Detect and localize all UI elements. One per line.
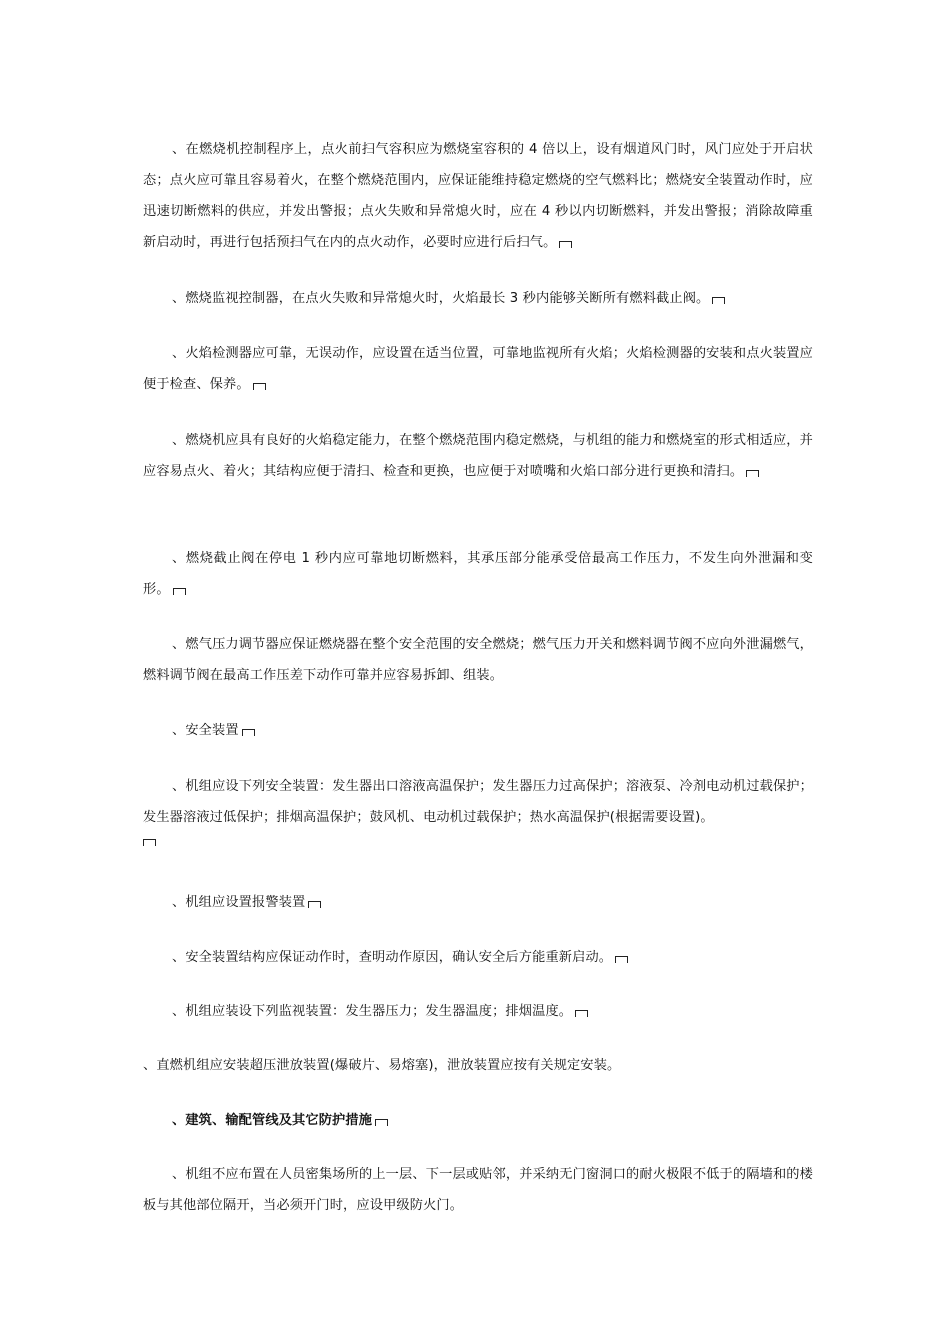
paragraph-end-mark xyxy=(242,729,255,736)
paragraph-end-mark xyxy=(575,1010,588,1017)
paragraph-text: 、火焰检测器应可靠，无误动作，应设置在适当位置，可靠地监视所有火焰；火焰检测器的安装和点火装置应便于检查、保养。 xyxy=(143,346,813,392)
paragraph-monitoring-devices xyxy=(143,996,813,1027)
paragraph-text: 、机组应设下列安全装置：发生器出口溶液高温保护；发生器压力过高保护；溶液泵、冷剂电动机过载保护；发生器溶液过低保护；排烟高温保护；鼓风机、电动机过载保护；热水高温保护(根据需要设置)。 xyxy=(143,779,813,825)
paragraph-end-mark xyxy=(712,297,725,304)
paragraph-end-mark xyxy=(746,470,759,477)
paragraph-alarm-device xyxy=(143,887,813,918)
section-heading-safety-devices xyxy=(143,715,813,746)
paragraph-shutoff-valve xyxy=(143,543,813,605)
paragraph-text: 、安全装置结构应保证动作时，查明动作原因，确认安全后方能重新启动。 xyxy=(172,950,613,965)
paragraph-text: 、直燃机组应安装超压泄放装置(爆破片、易熔塞)，泄放装置应按有关规定安装。 xyxy=(143,1058,621,1073)
paragraph-text: 、安全装置 xyxy=(172,723,239,738)
paragraph-pressure-relief xyxy=(143,1050,813,1081)
paragraph-unit-placement xyxy=(143,1159,813,1221)
paragraph-text: 、在燃烧机控制程序上，点火前扫气容积应为燃烧室容积的 4 倍以上，设有烟道风门时，风门应处于开启状态；点火应可靠且容易着火，在整个燃烧范围内，应保证能维持稳定燃烧的空气燃料比；燃烧安全装置动作时，应迅速切断燃料的供应，并发出警报；点火失败和异常熄火时，应在 4 秒以内切断燃料，并发出警报；消除故障重新启动时，再进行包括预扫气在内的点火动作，必要时应进行后扫气。 xyxy=(143,142,813,250)
paragraph-text: 、机组应设置报警装置 xyxy=(172,895,306,910)
paragraph-safety-device-list xyxy=(143,771,813,846)
paragraph-burner-control-program xyxy=(143,134,813,258)
paragraph-text: 、机组应装设下列监视装置：发生器压力；发生器温度；排烟温度。 xyxy=(172,1004,573,1019)
paragraph-end-mark xyxy=(143,839,156,846)
paragraph-end-mark xyxy=(559,241,572,248)
paragraph-gas-pressure-regulator xyxy=(143,629,813,691)
paragraph-text: 、燃烧截止阀在停电 1 秒内应可靠地切断燃料，其承压部分能承受倍最高工作压力，不发生向外泄漏和变形。 xyxy=(143,551,813,597)
paragraph-burner-flame-stability xyxy=(143,425,813,487)
paragraph-end-mark xyxy=(173,588,186,595)
paragraph-text: 、燃气压力调节器应保证燃烧器在整个安全范围的安全燃烧；燃气压力开关和燃料调节阀不应向外泄漏燃气，燃料调节阀在最高工作压差下动作可靠并应容易拆卸、组装。 xyxy=(143,637,813,683)
paragraph-text: 、机组不应布置在人员密集场所的上一层、下一层或贴邻，并采纳无门窗洞口的耐火极限不低于的隔墙和的楼板与其他部位隔开，当必须开门时，应设甲级防火门。 xyxy=(143,1167,813,1213)
section-heading-building-protection xyxy=(143,1105,813,1136)
paragraph-text: 、建筑、输配管线及其它防护措施 xyxy=(172,1113,373,1128)
paragraph-text: 、燃烧机应具有良好的火焰稳定能力，在整个燃烧范围内稳定燃烧，与机组的能力和燃烧室的形式相适应，并应容易点火、着火；其结构应便于清扫、检查和更换，也应便于对喷嘴和火焰口部分进行更换和清扫。 xyxy=(143,433,813,479)
paragraph-end-mark xyxy=(308,901,321,908)
paragraph-end-mark xyxy=(615,956,628,963)
paragraph-combustion-monitor xyxy=(143,283,813,314)
paragraph-flame-detector xyxy=(143,338,813,400)
paragraph-end-mark xyxy=(375,1119,388,1126)
paragraph-end-mark xyxy=(253,383,266,390)
paragraph-text: 、燃烧监视控制器，在点火失败和异常熄火时，火焰最长 3 秒内能够关断所有燃料截止阀。 xyxy=(172,291,710,306)
paragraph-safety-device-structure xyxy=(143,942,813,973)
